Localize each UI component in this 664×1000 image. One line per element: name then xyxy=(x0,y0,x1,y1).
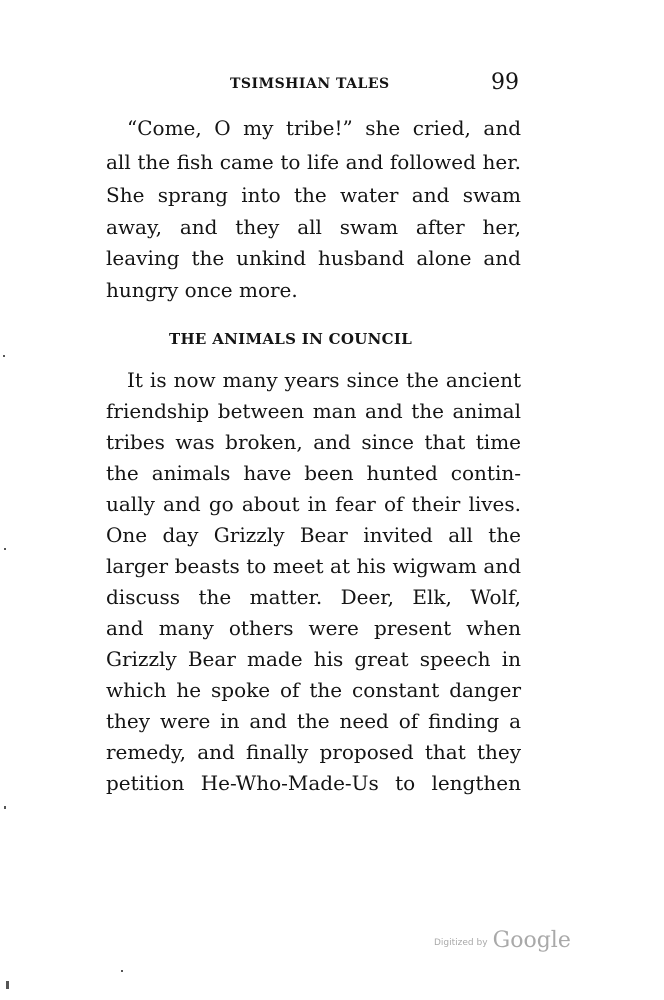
text-line: friendship between man and the animal xyxy=(106,399,521,423)
scan-speck xyxy=(3,355,5,357)
watermark-prefix: Digitized by xyxy=(434,938,488,948)
digitized-by-watermark xyxy=(434,928,571,953)
scan-speck xyxy=(4,548,6,550)
text-line: Grizzly Bear made his great speech in xyxy=(106,647,521,671)
running-title: TSIMSHIAN TALES xyxy=(230,76,390,92)
scan-speck xyxy=(4,806,6,809)
text-line: they were in and the need of finding a xyxy=(106,709,521,733)
text-line: discuss the matter. Deer, Elk, Wolf, xyxy=(106,585,521,609)
text-line: the animals have been hunted contin- xyxy=(106,461,521,485)
scan-speck xyxy=(121,970,123,972)
text-line: remedy, and finally proposed that they xyxy=(106,740,521,764)
text-line: She sprang into the water and swam xyxy=(106,183,521,207)
text-line: “Come, O my tribe!” she cried, and xyxy=(127,116,521,140)
text-line: all the fish came to life and followed her. xyxy=(106,150,521,174)
text-line: It is now many years since the ancient xyxy=(127,368,521,392)
text-line: leaving the unkind husband alone and xyxy=(106,246,521,270)
text-line: hungry once more. xyxy=(106,278,298,302)
text-line: petition He-Who-Made-Us to lengthen xyxy=(106,771,521,795)
section-title: THE ANIMALS IN COUNCIL xyxy=(169,330,413,348)
text-line: larger beasts to meet at his wigwam and xyxy=(106,554,521,578)
text-line: One day Grizzly Bear invited all the xyxy=(106,523,521,547)
text-line: ually and go about in fear of their lives. xyxy=(106,492,521,516)
scan-speck xyxy=(6,981,9,989)
text-line: away, and they all swam after her, xyxy=(106,215,521,239)
text-line: tribes was broken, and since that time xyxy=(106,430,521,454)
page-number: 99 xyxy=(491,70,519,95)
text-line: which he spoke of the constant danger xyxy=(106,678,521,702)
text-line: and many others were present when xyxy=(106,616,521,640)
google-logo: Google xyxy=(492,928,571,953)
